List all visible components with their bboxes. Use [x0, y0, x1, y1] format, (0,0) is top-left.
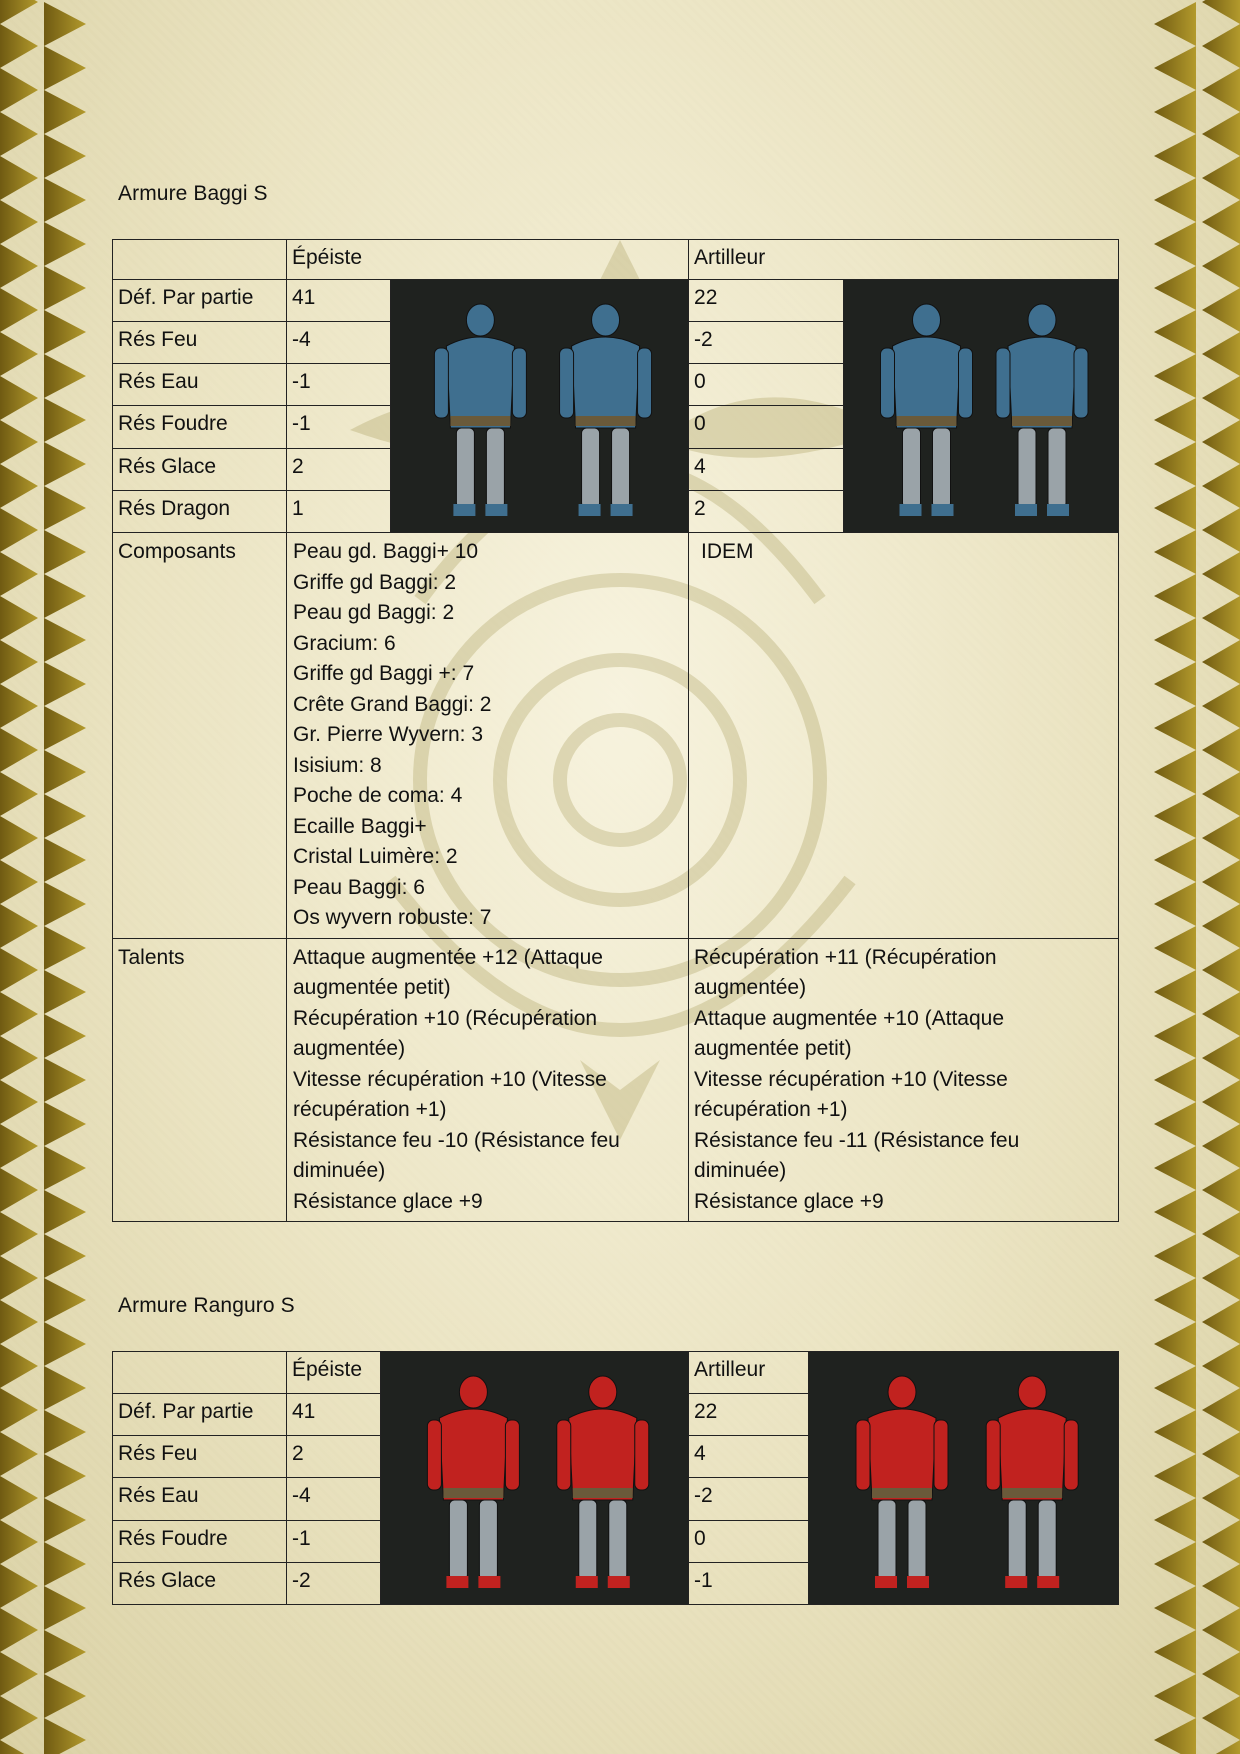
border-triangle — [44, 618, 86, 662]
stat-value-epeiste: -4 — [287, 322, 391, 364]
border-triangle — [44, 1630, 86, 1674]
border-triangle — [0, 1740, 38, 1754]
border-triangle — [0, 904, 38, 948]
stat-value-artilleur: -2 — [689, 322, 844, 364]
border-triangle — [1202, 860, 1240, 904]
table-header-row — [113, 240, 1119, 280]
border-triangle — [0, 596, 38, 640]
border-triangle — [44, 1454, 86, 1498]
stat-value-artilleur: 2 — [689, 490, 844, 532]
border-triangle — [1154, 442, 1196, 486]
armor-table-baggi — [112, 239, 1119, 1222]
stat-value-epeiste: -1 — [287, 1520, 381, 1562]
stat-value-artilleur: -2 — [689, 1478, 809, 1520]
armor-figures — [391, 280, 689, 532]
border-triangle — [0, 464, 38, 508]
border-triangle — [1154, 1542, 1196, 1586]
border-triangle — [1154, 1102, 1196, 1146]
armor-figure-back — [996, 304, 1088, 516]
border-triangle — [0, 332, 38, 376]
composant-item: Gr. Pierre Wyvern: 3 — [293, 723, 484, 746]
border-triangle — [44, 1278, 86, 1322]
border-triangle — [1202, 68, 1240, 112]
border-triangle — [1202, 508, 1240, 552]
stat-value-epeiste: 2 — [287, 1436, 381, 1478]
stat-label: Rés Eau — [113, 364, 287, 406]
border-triangle — [1202, 24, 1240, 68]
border-triangle — [44, 706, 86, 750]
border-triangle — [0, 112, 38, 156]
armor-figure-back — [986, 1376, 1078, 1588]
armor-figure-back — [557, 1376, 649, 1588]
border-triangle — [0, 1036, 38, 1080]
talents-artilleur — [689, 938, 1119, 1222]
composant-item: Isisium: 8 — [293, 753, 382, 777]
stat-label: Rés Feu — [113, 322, 287, 364]
border-triangle — [1154, 1058, 1196, 1102]
border-triangle — [1154, 222, 1196, 266]
border-triangle — [44, 1146, 86, 1190]
border-triangle — [0, 244, 38, 288]
border-triangle — [1154, 618, 1196, 662]
border-triangle — [44, 970, 86, 1014]
border-triangle — [1202, 992, 1240, 1036]
composant-item: Os wyvern robuste: 7 — [293, 906, 492, 929]
border-triangle — [44, 1322, 86, 1366]
border-triangle — [44, 1366, 86, 1410]
border-triangle — [0, 1652, 38, 1696]
talent-item: Récupération +11 (Récupération augmentée) — [694, 945, 997, 999]
armor-title: Armure Baggi S — [118, 182, 268, 205]
border-triangle — [1154, 178, 1196, 222]
armor-figures — [381, 1352, 689, 1604]
border-triangle — [1154, 1718, 1196, 1754]
border-triangle — [0, 1608, 38, 1652]
border-triangle — [1202, 1608, 1240, 1652]
border-triangle — [1154, 926, 1196, 970]
stat-value-artilleur: 0 — [689, 364, 844, 406]
armor-title: Armure Ranguro S — [118, 1294, 295, 1317]
composant-item: Griffe gd Baggi +: 7 — [293, 662, 475, 685]
border-triangle — [1154, 1674, 1196, 1718]
stat-label: Rés Feu — [113, 1436, 287, 1478]
border-triangle — [1154, 486, 1196, 530]
border-triangle — [1202, 1652, 1240, 1696]
border-triangle — [44, 662, 86, 706]
border-triangle — [44, 1102, 86, 1146]
border-triangle — [1202, 200, 1240, 244]
composants-epeiste — [287, 533, 689, 939]
border-triangle — [0, 1168, 38, 1212]
border-triangle — [44, 882, 86, 926]
border-triangle — [1154, 1498, 1196, 1542]
header-empty-cell — [113, 1352, 287, 1394]
border-triangle — [1154, 530, 1196, 574]
border-triangle — [0, 992, 38, 1036]
border-triangle — [0, 508, 38, 552]
border-triangle — [1202, 948, 1240, 992]
stat-value-artilleur: 0 — [689, 406, 844, 448]
stat-value-artilleur: 22 — [689, 1394, 809, 1436]
border-triangle — [1154, 2, 1196, 46]
border-triangle — [1154, 750, 1196, 794]
talent-item: Vitesse récupération +10 (Vitesse récupération +1) — [694, 1067, 1008, 1121]
border-triangle — [0, 68, 38, 112]
border-triangle — [1202, 1564, 1240, 1608]
border-triangle — [1154, 1366, 1196, 1410]
composant-item: Peau gd Baggi: 2 — [293, 601, 455, 624]
border-triangle — [0, 1520, 38, 1564]
talents-row — [113, 938, 1119, 1222]
stat-label: Déf. Par partie — [113, 1394, 287, 1436]
composant-item: Gracium: 6 — [293, 631, 396, 655]
border-triangle — [0, 376, 38, 420]
border-triangle — [0, 1696, 38, 1740]
border-triangle — [44, 750, 86, 794]
armor-figures — [844, 280, 1119, 532]
armor-figures — [809, 1352, 1119, 1604]
stat-label: Rés Dragon — [113, 490, 287, 532]
border-triangle — [0, 1124, 38, 1168]
border-triangle — [0, 684, 38, 728]
composant-item: Poche de coma: 4 — [293, 784, 463, 807]
border-triangle — [1202, 640, 1240, 684]
talent-item: Résistance feu -11 (Résistance feu diminuée) — [694, 1128, 1020, 1182]
border-triangle — [44, 1586, 86, 1630]
border-triangle — [44, 90, 86, 134]
border-triangle — [44, 134, 86, 178]
header-artilleur: Artilleur — [689, 1352, 809, 1394]
border-triangle — [1154, 1586, 1196, 1630]
right-triangle-border — [1120, 0, 1240, 1754]
border-triangle — [1154, 90, 1196, 134]
border-triangle — [1202, 596, 1240, 640]
talent-item: Attaque augmentée +10 (Attaque augmentée petit) — [694, 1006, 1005, 1060]
border-triangle — [1154, 1454, 1196, 1498]
border-triangle — [0, 156, 38, 200]
border-triangle — [44, 530, 86, 574]
border-triangle — [1202, 1432, 1240, 1476]
armor-image-epeiste — [391, 280, 689, 533]
border-triangle — [1202, 1168, 1240, 1212]
border-triangle — [1154, 794, 1196, 838]
border-triangle — [1202, 1696, 1240, 1740]
border-triangle — [0, 24, 38, 68]
talent-item: Résistance feu -10 (Résistance feu diminuée) — [293, 1128, 620, 1182]
composants-row — [113, 533, 1119, 939]
border-triangle — [0, 1476, 38, 1520]
border-triangle — [1202, 0, 1240, 24]
border-triangle — [1154, 1190, 1196, 1234]
border-triangle — [1202, 332, 1240, 376]
composants-artilleur: IDEM — [689, 533, 1119, 939]
border-triangle — [1202, 1344, 1240, 1388]
border-triangle — [1202, 1036, 1240, 1080]
border-triangle — [1202, 464, 1240, 508]
border-triangle — [1202, 1476, 1240, 1520]
stat-value-epeiste: 41 — [287, 1394, 381, 1436]
border-triangle — [44, 1498, 86, 1542]
border-triangle — [44, 442, 86, 486]
talent-item: Récupération +10 (Récupération augmentée) — [293, 1006, 598, 1060]
border-triangle — [44, 1542, 86, 1586]
border-triangle — [1202, 772, 1240, 816]
composant-item: Crête Grand Baggi: 2 — [293, 692, 492, 716]
armor-figure-front — [856, 1376, 948, 1588]
composants-label: Composants — [113, 533, 287, 939]
border-triangle — [1154, 1630, 1196, 1674]
border-triangle — [1154, 1014, 1196, 1058]
stat-label: Déf. Par partie — [113, 280, 287, 322]
border-triangle — [1202, 552, 1240, 596]
header-epeiste: Épéiste — [287, 1352, 381, 1394]
border-triangle — [1154, 310, 1196, 354]
stat-label: Rés Foudre — [113, 406, 287, 448]
border-triangle — [1202, 420, 1240, 464]
border-triangle — [0, 420, 38, 464]
border-triangle — [1154, 1234, 1196, 1278]
border-triangle — [44, 1410, 86, 1454]
border-triangle — [1202, 816, 1240, 860]
border-triangle — [1202, 1124, 1240, 1168]
stat-value-epeiste: -1 — [287, 406, 391, 448]
stat-label: Rés Glace — [113, 1562, 287, 1604]
border-triangle — [1202, 156, 1240, 200]
border-triangle — [44, 1674, 86, 1718]
border-triangle — [0, 860, 38, 904]
header-artilleur: Artilleur — [689, 240, 1119, 280]
border-triangle — [1154, 706, 1196, 750]
border-triangle — [1202, 288, 1240, 332]
border-triangle — [44, 310, 86, 354]
border-triangle — [1154, 134, 1196, 178]
table-header-row — [113, 1352, 1119, 1394]
stat-value-epeiste: -2 — [287, 1562, 381, 1604]
border-triangle — [1202, 244, 1240, 288]
border-triangle — [44, 926, 86, 970]
armor-figure-front — [881, 304, 973, 516]
border-triangle — [1202, 1080, 1240, 1124]
border-triangle — [1154, 574, 1196, 618]
border-triangle — [1202, 728, 1240, 772]
border-triangle — [0, 1300, 38, 1344]
border-triangle — [1202, 1300, 1240, 1344]
armor-image-artilleur — [844, 280, 1119, 533]
stat-label: Rés Foudre — [113, 1520, 287, 1562]
composant-item: Cristal Luimère: 2 — [293, 845, 458, 868]
border-triangle — [0, 640, 38, 684]
armor-figure-back — [560, 304, 652, 516]
border-triangle — [1202, 684, 1240, 728]
border-triangle — [1154, 398, 1196, 442]
armor-figure-front — [434, 304, 526, 516]
talent-item: Vitesse récupération +10 (Vitesse récupération +1) — [293, 1067, 607, 1121]
border-triangle — [1154, 354, 1196, 398]
border-triangle — [0, 288, 38, 332]
talent-item: Résistance glace +9 — [293, 1189, 483, 1213]
border-triangle — [1202, 1256, 1240, 1300]
stat-value-epeiste: -4 — [287, 1478, 381, 1520]
border-triangle — [1202, 1388, 1240, 1432]
border-triangle — [1202, 1520, 1240, 1564]
armor-figure-front — [427, 1376, 519, 1588]
border-triangle — [0, 1344, 38, 1388]
border-triangle — [0, 1256, 38, 1300]
border-triangle — [1154, 1322, 1196, 1366]
border-triangle — [1154, 266, 1196, 310]
border-triangle — [1202, 1212, 1240, 1256]
border-triangle — [1154, 1410, 1196, 1454]
border-triangle — [0, 552, 38, 596]
border-triangle — [1154, 662, 1196, 706]
border-triangle — [1202, 376, 1240, 420]
stat-value-artilleur: 4 — [689, 1436, 809, 1478]
border-triangle — [44, 1718, 86, 1754]
border-triangle — [44, 1014, 86, 1058]
stat-value-artilleur: 4 — [689, 448, 844, 490]
border-triangle — [0, 1080, 38, 1124]
stat-label: Rés Eau — [113, 1478, 287, 1520]
border-triangle — [44, 178, 86, 222]
border-triangle — [0, 816, 38, 860]
border-triangle — [44, 266, 86, 310]
border-triangle — [44, 1058, 86, 1102]
stat-value-artilleur: 0 — [689, 1520, 809, 1562]
border-triangle — [0, 772, 38, 816]
stat-label: Rés Glace — [113, 448, 287, 490]
border-triangle — [1154, 46, 1196, 90]
border-triangle — [0, 1564, 38, 1608]
header-empty-cell — [113, 240, 287, 280]
border-triangle — [1154, 1278, 1196, 1322]
armor-image-epeiste — [381, 1352, 689, 1605]
border-triangle — [44, 794, 86, 838]
left-triangle-border — [0, 0, 120, 1754]
border-triangle — [44, 1234, 86, 1278]
composant-item: Ecaille Baggi+ — [293, 814, 427, 838]
border-triangle — [44, 574, 86, 618]
stat-value-epeiste: 1 — [287, 490, 391, 532]
border-triangle — [1154, 882, 1196, 926]
border-triangle — [1154, 970, 1196, 1014]
border-triangle — [44, 1190, 86, 1234]
border-triangle — [0, 1388, 38, 1432]
border-triangle — [44, 222, 86, 266]
armor-table-ranguro — [112, 1351, 1119, 1605]
border-triangle — [1202, 112, 1240, 156]
border-triangle — [1202, 1740, 1240, 1754]
composant-item: Griffe gd Baggi: 2 — [293, 570, 457, 594]
border-triangle — [1154, 838, 1196, 882]
stat-value-artilleur: -1 — [689, 1562, 809, 1604]
border-triangle — [0, 1432, 38, 1476]
border-triangle — [0, 948, 38, 992]
border-triangle — [44, 486, 86, 530]
border-triangle — [44, 398, 86, 442]
stat-value-epeiste: 2 — [287, 448, 391, 490]
border-triangle — [0, 1212, 38, 1256]
talents-label: Talents — [113, 938, 287, 1222]
border-triangle — [1154, 1146, 1196, 1190]
talent-item: Résistance glace +9 — [694, 1189, 884, 1213]
stat-value-epeiste: -1 — [287, 364, 391, 406]
stat-value-epeiste: 41 — [287, 280, 391, 322]
talent-item: Attaque augmentée +12 (Attaque augmentée petit) — [293, 945, 603, 999]
border-triangle — [0, 0, 38, 24]
armor-image-artilleur — [809, 1352, 1119, 1605]
stat-value-artilleur: 22 — [689, 280, 844, 322]
border-triangle — [44, 2, 86, 46]
table-row — [113, 280, 1119, 322]
border-triangle — [0, 200, 38, 244]
header-epeiste: Épéiste — [287, 240, 689, 280]
border-triangle — [44, 46, 86, 90]
border-triangle — [44, 838, 86, 882]
border-triangle — [0, 728, 38, 772]
composant-item: Peau Baggi: 6 — [293, 875, 425, 899]
border-triangle — [44, 354, 86, 398]
border-triangle — [1202, 904, 1240, 948]
composant-item: Peau gd. Baggi+ 10 — [293, 540, 479, 563]
talents-epeiste — [287, 938, 689, 1222]
